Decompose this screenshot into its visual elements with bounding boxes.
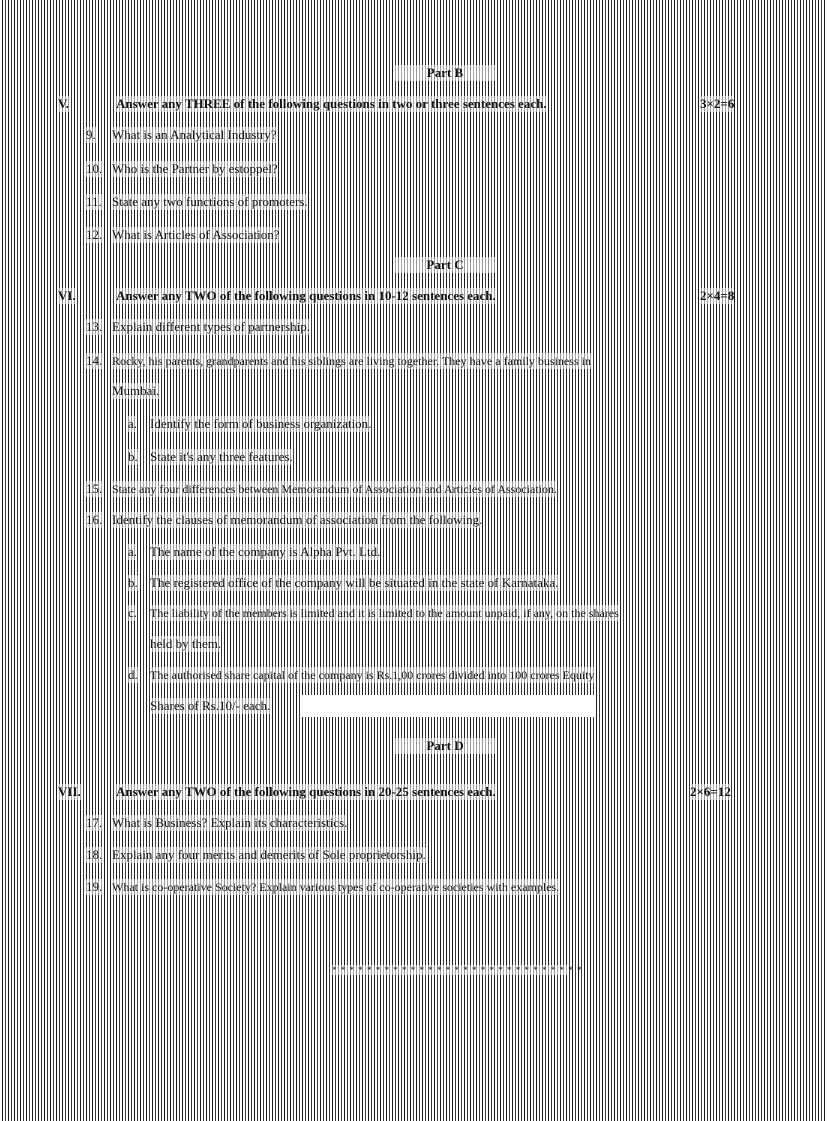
question-text-continued: Mumbai. (112, 383, 160, 398)
part-b-instruction: Answer any THREE of the following questions in two or three sentences each. (116, 96, 547, 111)
subquestion-label: c. (128, 605, 138, 620)
subquestion-label: a. (128, 544, 138, 559)
question-text: Who is the Partner by estoppel? (112, 161, 278, 176)
blank-redaction-box (302, 695, 594, 717)
subquestion-text: The name of the company is Alpha Pvt. Ltd. (150, 544, 381, 559)
question-text: Rocky, his parents, grandparents and his siblings are living together. They have a family business in (112, 354, 591, 368)
part-c-instruction: Answer any TWO of the following questions in 10-12 sentences each. (116, 288, 496, 303)
question-number: 13. (86, 319, 103, 334)
question-text: Identify the clauses of memorandum of association from the following. (112, 512, 483, 527)
part-c-marks: 2×4=8 (700, 288, 735, 303)
subquestion-label: b. (128, 449, 138, 464)
question-number: 15. (86, 481, 103, 496)
part-b-marks: 3×2=6 (700, 96, 735, 111)
subquestion-text: Identify the form of business organization. (150, 416, 372, 431)
subquestion-text: The authorised share capital of the company is Rs.1,00 crores divided into 100 crores Equity (150, 668, 595, 682)
question-number: 12. (86, 227, 103, 242)
question-text: What is an Analytical Industry? (112, 127, 277, 142)
question-text: Explain any four merits and demerits of Sole proprietorship. (112, 847, 426, 862)
part-c-roman: VI. (58, 288, 76, 303)
part-b-heading: Part B (393, 65, 497, 81)
question-number: 10. (86, 161, 103, 176)
subquestion-label: d. (128, 667, 138, 682)
part-d-heading: Part D (393, 738, 497, 754)
part-d-roman: VII. (58, 784, 81, 799)
question-number: 14. (86, 353, 103, 368)
subquestion-text-continued: held by them. (150, 636, 222, 651)
question-number: 16. (86, 512, 103, 527)
part-d-instruction: Answer any TWO of the following questions in 20-25 sentences each. (116, 784, 496, 799)
end-of-paper-stars: * * * * * * * * * * * * * * * * * * * * * * * * * * * * * (332, 965, 583, 975)
question-number: 19. (86, 879, 103, 894)
question-number: 11. (86, 194, 102, 209)
subquestion-label: a. (128, 416, 138, 431)
subquestion-text: The liability of the members is limited and it is limited to the amount unpaid, if any, on the shares (150, 606, 619, 620)
subquestion-text: State it's any three features. (150, 449, 293, 464)
subquestion-label: b. (128, 575, 138, 590)
question-text: What is Business? Explain its characteristics. (112, 815, 348, 830)
part-b-roman: V. (58, 96, 69, 111)
part-d-marks: 2×6=12 (690, 784, 731, 799)
question-text: What is Articles of Association? (112, 227, 280, 242)
subquestion-text: The registered office of the company will be situated in the state of Karnataka. (150, 575, 559, 590)
question-text: Explain different types of partnership. (112, 319, 310, 334)
subquestion-text-continued: Shares of Rs.10/- each. (150, 698, 271, 713)
question-number: 18. (86, 847, 103, 862)
question-text: State any four differences between Memorandum of Association and Articles of Association. (112, 482, 557, 496)
part-c-heading: Part C (393, 257, 497, 273)
question-number: 9. (86, 127, 96, 142)
question-number: 17. (86, 815, 103, 830)
question-text: State any two functions of promoters. (112, 194, 308, 209)
question-text: What is co-operative Society? Explain various types of co-operative societies with examples. (112, 880, 560, 894)
